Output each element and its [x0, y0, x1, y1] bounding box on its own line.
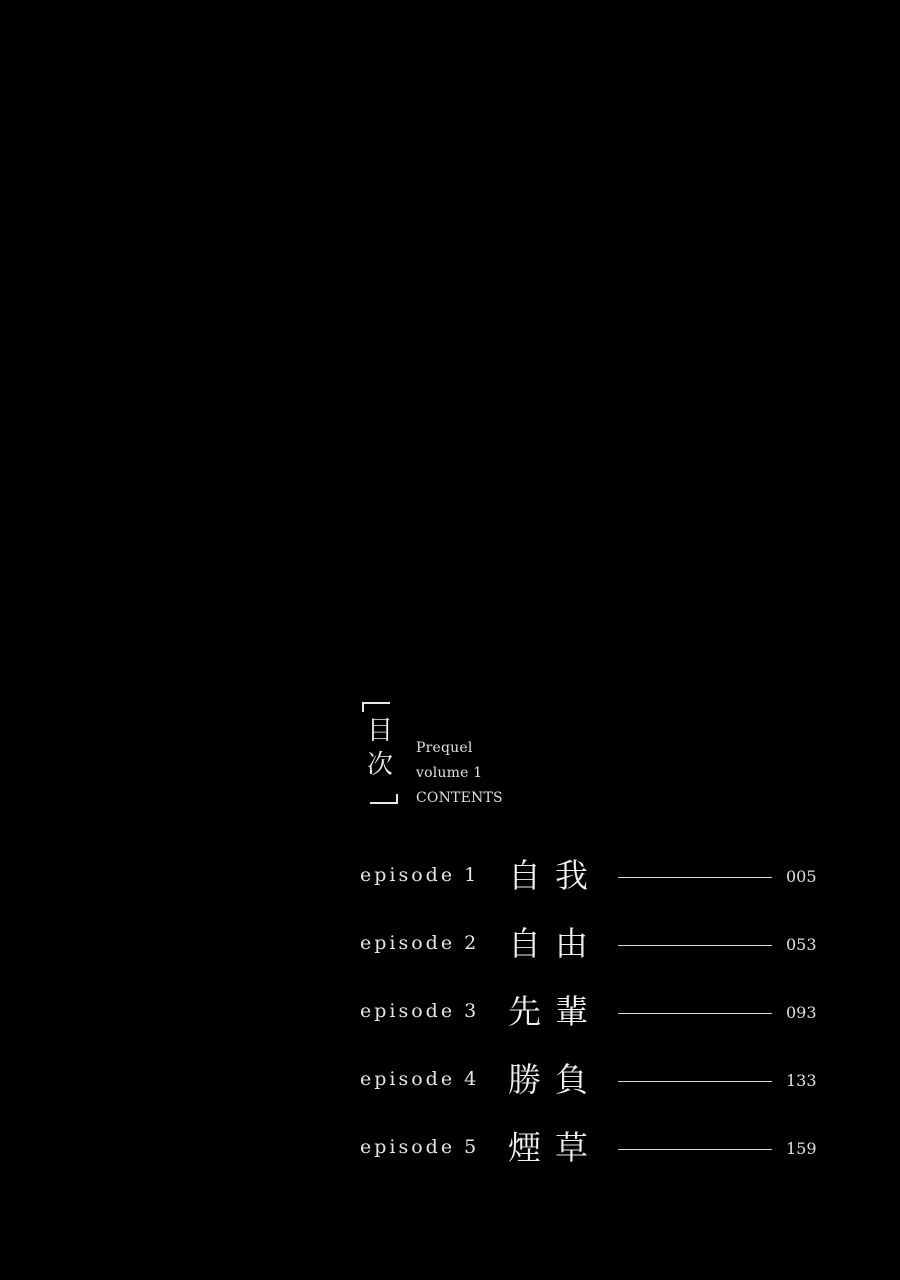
- episode-row-5[interactable]: [360, 1128, 820, 1172]
- episode-label: episode 2: [360, 932, 480, 954]
- episode-page-number: 005: [786, 867, 817, 886]
- episode-title: 勝負: [508, 1060, 602, 1099]
- leader-line: [618, 945, 772, 946]
- subtitle-prequel: Prequel: [416, 740, 473, 756]
- episode-row-3[interactable]: [360, 992, 820, 1036]
- episode-label: episode 1: [360, 864, 480, 886]
- leader-line: [618, 1149, 772, 1150]
- episode-row-4[interactable]: [360, 1060, 820, 1104]
- episode-label: episode 3: [360, 1000, 480, 1022]
- episode-title: 先輩: [508, 992, 602, 1031]
- episode-page-number: 133: [786, 1071, 817, 1090]
- subtitle-contents: CONTENTS: [416, 790, 503, 806]
- episode-row-1[interactable]: [360, 856, 820, 900]
- episode-label: episode 4: [360, 1068, 480, 1090]
- episode-page-number: 159: [786, 1139, 817, 1158]
- episode-row-2[interactable]: [360, 924, 820, 968]
- episode-label: episode 5: [360, 1136, 480, 1158]
- episode-page-number: 053: [786, 935, 817, 954]
- episode-page-number: 093: [786, 1003, 817, 1022]
- episode-title: 煙草: [508, 1128, 602, 1167]
- leader-line: [618, 1081, 772, 1082]
- episode-title: 自我: [508, 856, 602, 895]
- contents-title-char-1: 目: [366, 716, 393, 746]
- contents-title-char-2: 次: [366, 750, 393, 780]
- subtitle-volume: volume 1: [416, 765, 483, 781]
- episode-title: 自由: [508, 924, 602, 963]
- leader-line: [618, 1013, 772, 1014]
- leader-line: [618, 877, 772, 878]
